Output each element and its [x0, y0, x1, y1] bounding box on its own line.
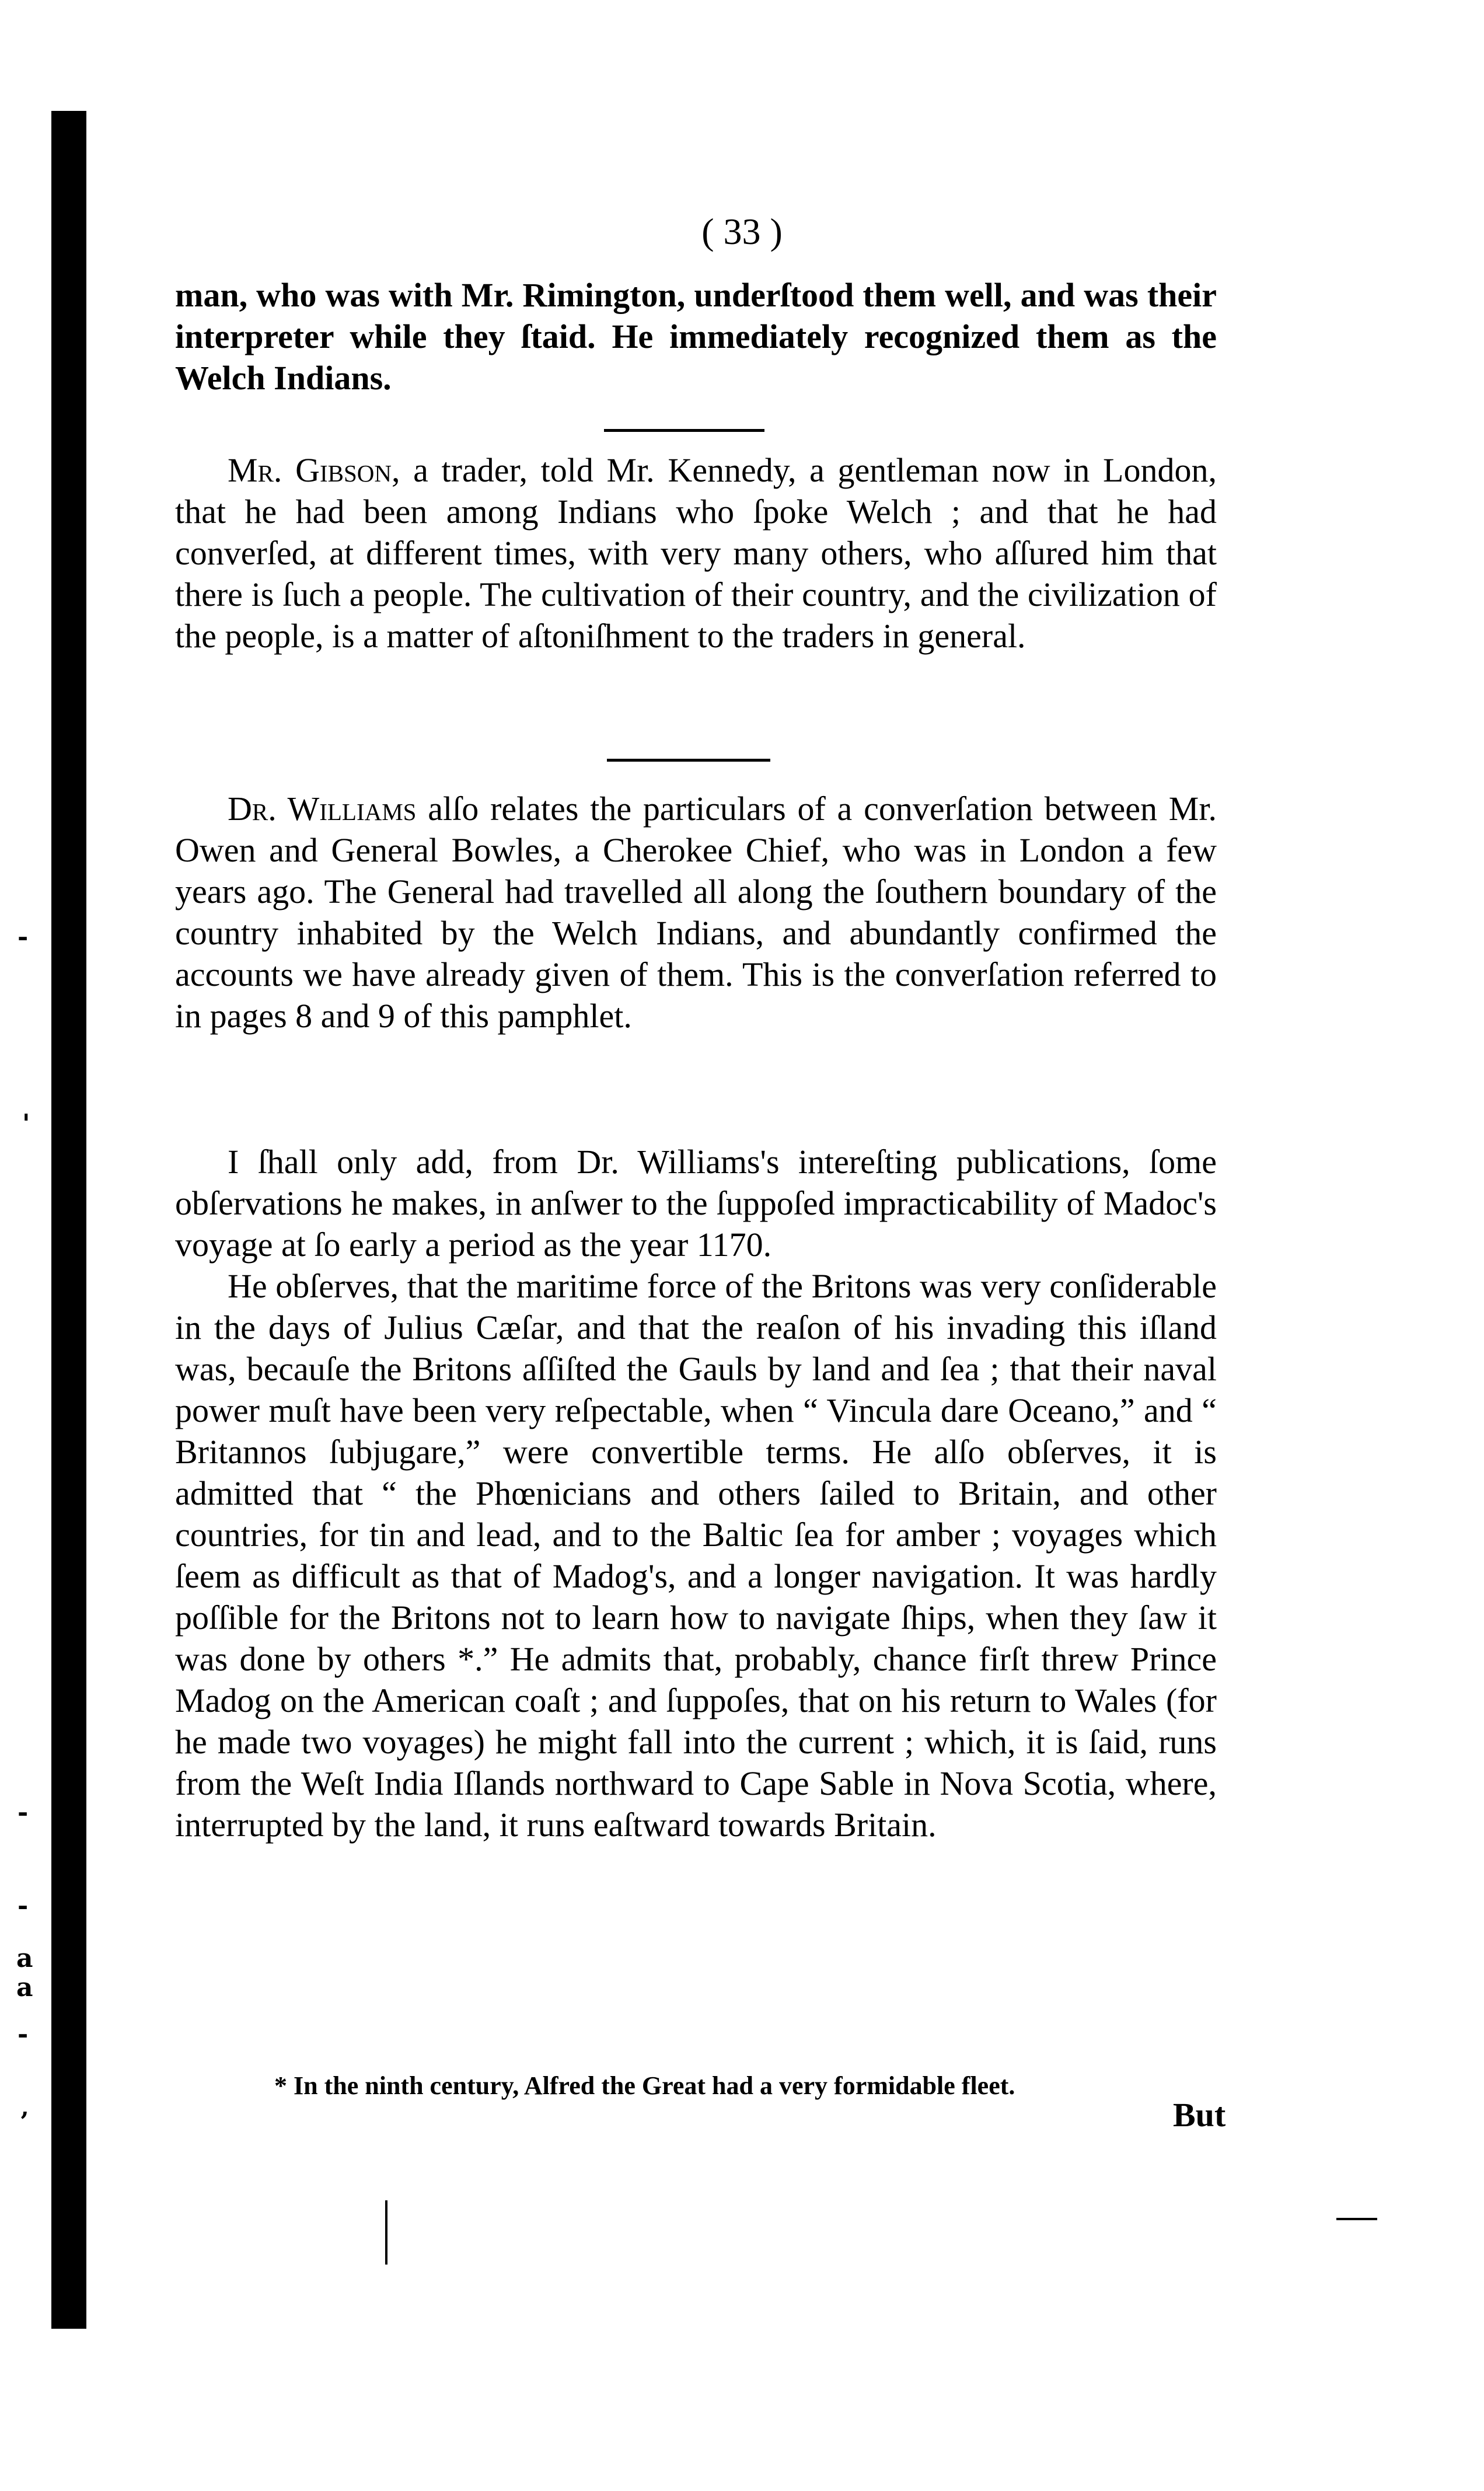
- margin-mark: -: [18, 1891, 29, 1921]
- margin-mark: a: [16, 1944, 33, 1973]
- paragraph-2: [175, 449, 1217, 657]
- margin-mark: -: [18, 1798, 29, 1827]
- scan-artifact: [1336, 2218, 1377, 2220]
- page-number: ( 33 ): [701, 211, 783, 252]
- paragraph-1: [175, 274, 1217, 399]
- paragraph-4: [175, 1141, 1217, 1845]
- margin-mark: ': [22, 1109, 30, 1139]
- margin-mark: -: [18, 922, 29, 952]
- paragraph-3: [175, 788, 1217, 1037]
- margin-mark: a: [16, 1973, 33, 2002]
- section-divider: [607, 759, 770, 762]
- margin-mark: ’: [20, 2107, 29, 2137]
- person-name: Dr. Williams: [228, 790, 417, 828]
- paragraph-text: I ſhall only add, from Dr. Williams's intereſting publications, ſome obſervations he makes, in anſwer to the ſuppoſed impracticability of Madoc's voyage at ſo early a period as the year 1170.: [175, 1143, 1217, 1264]
- footnote: * In the ninth century, Alfred the Great had a very formidable fleet.: [274, 2071, 1015, 2100]
- scan-artifact: [385, 2200, 387, 2265]
- binding-edge: [51, 111, 86, 2329]
- paragraph-text: Dr. Williams alſo relates the particulars of a converſation between Mr. Owen and General Bowles, a Cherokee Chief, who was in London a few years ago. The General had travelled all along the ſouthern boundary of the country inhabited by the Welch Indians, and abundantly confirmed the accounts we have already given of them. This is the converſation referred to in pages 8 and 9 of this pamphlet.: [175, 790, 1217, 1035]
- section-divider: [604, 429, 764, 432]
- person-name: Mr. Gibson,: [228, 451, 400, 489]
- paragraph-text: Mr. Gibson, a trader, told Mr. Kennedy, a gentleman now in London, that he had been among Indians who ſpoke Welch ; and that he had converſed, at different times, with very many others, who aſſured him that there is ſuch a people. The cultivation of their country, and the civilization of the people, is a matter of aſtoniſhment to the traders in general.: [175, 451, 1217, 655]
- catchword: But: [1173, 2096, 1226, 2134]
- margin-mark: -: [18, 2019, 29, 2049]
- paragraph-text: He obſerves, that the maritime force of the Britons was very conſiderable in the days of Julius Cæſar, and that the reaſon of his invading this iſland was, becauſe the Britons aſſiſted the Gauls by land and ſea ; that their naval power muſt have been very reſpectable, when “ Vincula dare Oceano,” and “ Britannos ſubjugare,” were convertible terms. He alſo obſerves, it is admitted that “ the Phœnicians and others ſailed to Britain, and other countries, for tin and lead, and to the Baltic ſea for amber ; voyages which ſeem as difficult as that of Madog's, and a longer navigation. It was hardly poſſible for the Britons not to learn how to navigate ſhips, when they ſaw it was done by others *.” He admits that, probably, chance firſt threw Prince Madog on the American coaſt ; and ſuppoſes, that on his return to Wales (for he made two voyages) he might fall into the current ; which, it is ſaid, runs from the Weſt India Iſlands northward to Cape Sable in Nova Scotia, where, interrupted by the land, it runs eaſtward towards Britain.: [175, 1267, 1217, 1844]
- paragraph-text: man, who was with Mr. Rimington, underſtood them well, and was their interpreter while they ſtaid. He immediately recognized them as the Welch Indians.: [175, 276, 1217, 397]
